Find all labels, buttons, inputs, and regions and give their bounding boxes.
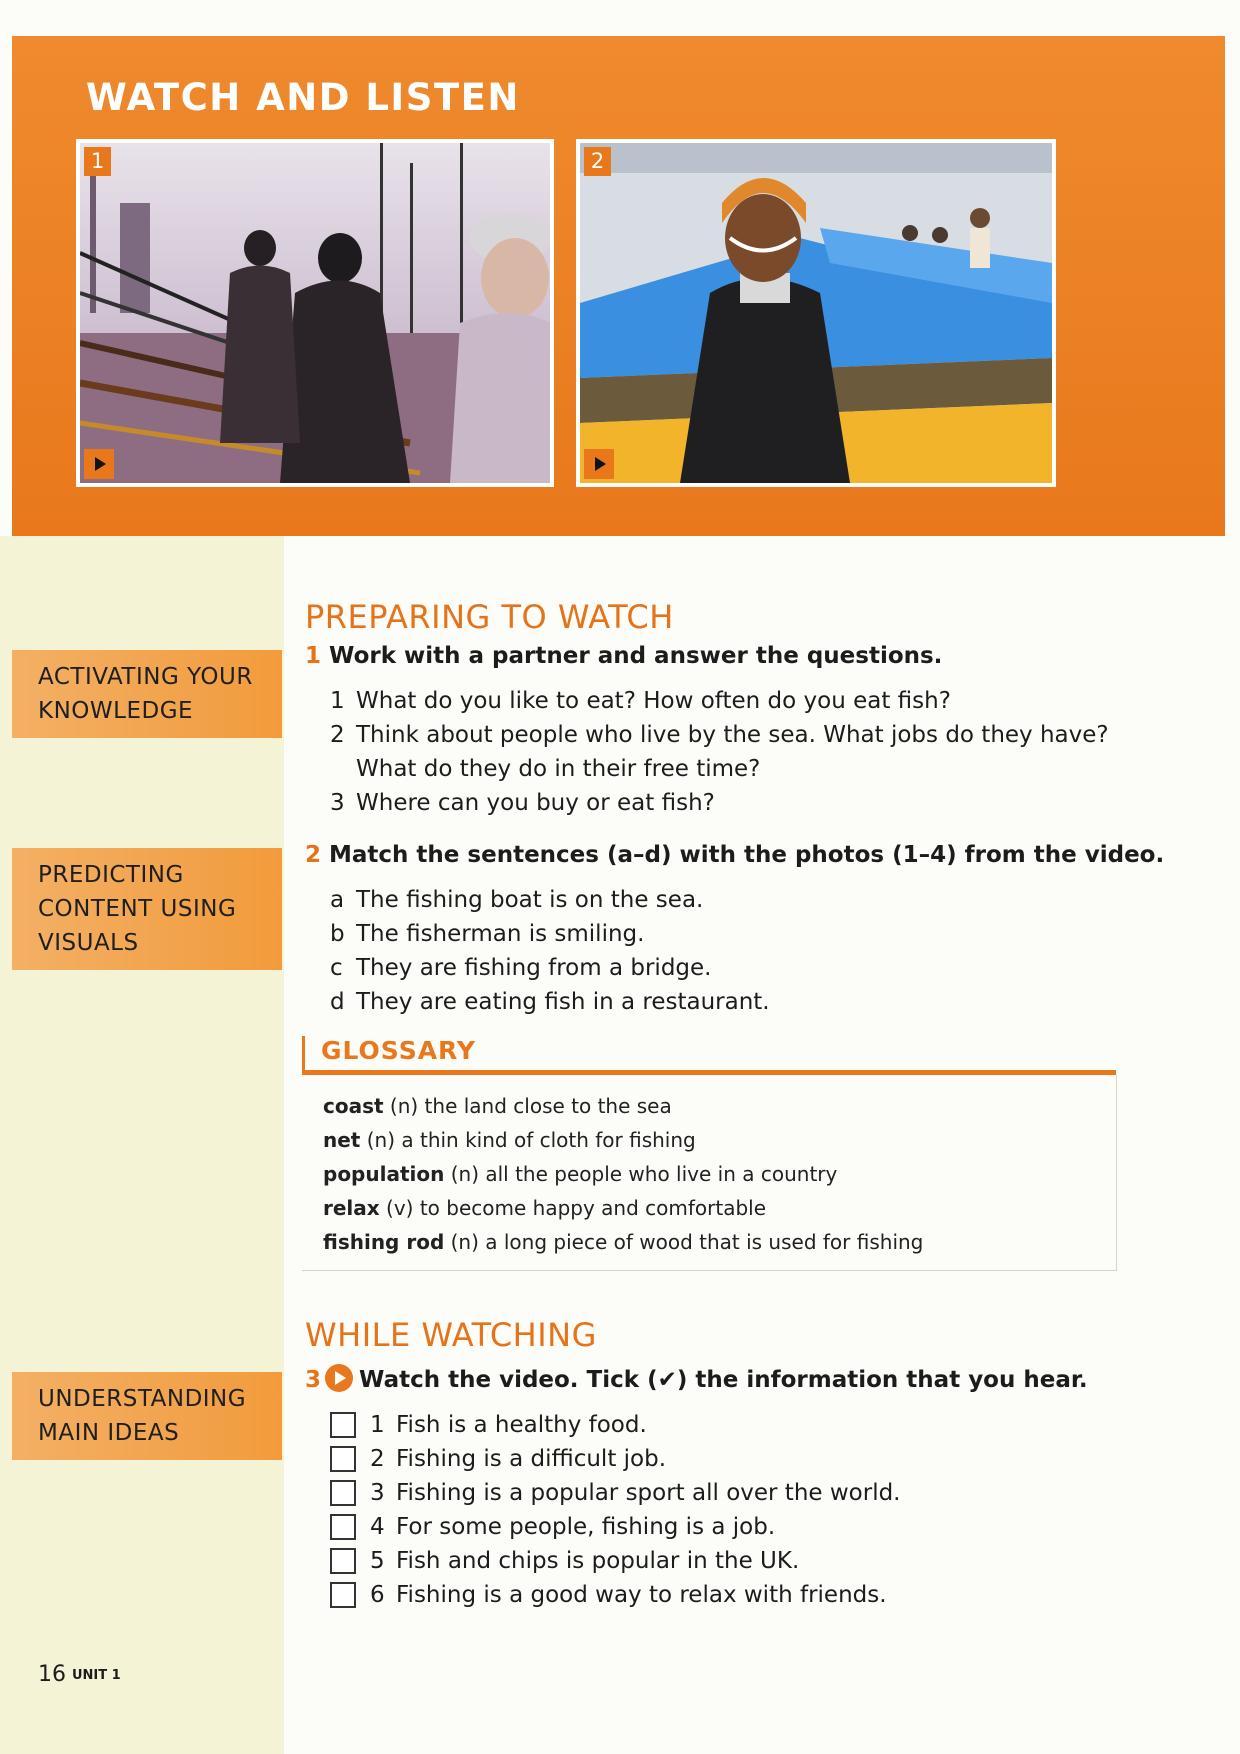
skill-tag-understanding-main-ideas	[12, 1372, 282, 1460]
photo-number-badge: 1	[84, 147, 111, 176]
item-label: 3	[370, 1480, 385, 1506]
item-text: What do you like to eat? How often do you eat fish?	[356, 688, 951, 714]
exercise-2-list	[330, 883, 770, 1019]
glossary-entry	[323, 1089, 923, 1123]
skill-tag-line: VISUALS	[38, 930, 139, 956]
preparing-heading: PREPARING TO WATCH	[305, 598, 674, 636]
photo-number-badge: 2	[584, 147, 611, 176]
glossary-term: coast	[323, 1094, 384, 1118]
list-item	[330, 917, 770, 951]
exercise-number: 3	[305, 1367, 322, 1393]
item-text: They are fishing from a bridge.	[356, 955, 712, 981]
glossary-entry	[323, 1225, 923, 1259]
glossary-term: net	[323, 1128, 361, 1152]
item-text: The fishing boat is on the sea.	[356, 887, 704, 913]
checklist-item	[330, 1510, 901, 1544]
glossary-definition: (n) a thin kind of cloth for fishing	[360, 1128, 696, 1152]
while-watching-heading: WHILE WATCHING	[305, 1316, 597, 1354]
item-label: a	[330, 887, 345, 913]
item-text: Fishing is a good way to relax with friends.	[396, 1582, 887, 1608]
skill-tag-line: ACTIVATING YOUR	[38, 664, 253, 690]
exercise-1-list	[330, 684, 1109, 820]
video-thumbnail-2[interactable]	[576, 139, 1056, 487]
video-play-icon[interactable]	[325, 1364, 353, 1392]
list-item	[330, 752, 1109, 786]
instruction-text: Match the sentences (a–d) with the photos (1–4) from the video.	[329, 842, 1165, 868]
glossary-marker	[302, 1036, 305, 1072]
glossary-definition: (n) all the people who live in a country	[444, 1162, 838, 1186]
checkbox[interactable]	[330, 1412, 356, 1438]
item-text: Fishing is a difficult job.	[396, 1446, 667, 1472]
skill-tag-line: MAIN IDEAS	[38, 1420, 180, 1446]
item-label: 2	[330, 722, 345, 748]
checklist-item	[330, 1578, 901, 1612]
item-text: Fish is a healthy food.	[396, 1412, 647, 1438]
glossary-entry	[323, 1157, 923, 1191]
item-label: 2	[370, 1446, 385, 1472]
item-label: 5	[370, 1548, 385, 1574]
item-label: c	[330, 955, 343, 981]
video-thumbnail-1[interactable]	[76, 139, 554, 487]
item-label: 4	[370, 1514, 385, 1540]
checklist-item	[330, 1442, 901, 1476]
skill-tag-activating-knowledge	[12, 650, 282, 738]
item-label: 6	[370, 1582, 385, 1608]
item-text: Think about people who live by the sea. What jobs do they have?	[356, 722, 1109, 748]
exercise-3-checklist	[330, 1408, 901, 1612]
item-text: The fisherman is smiling.	[356, 921, 645, 947]
skill-tag-line: CONTENT USING	[38, 896, 237, 922]
unit-label: UNIT 1	[72, 1668, 121, 1683]
photo-fishermen-bridge	[80, 143, 550, 483]
exercise-number: 1	[305, 643, 322, 669]
list-item	[330, 951, 770, 985]
item-text: Where can you buy or eat fish?	[356, 790, 715, 816]
list-item	[330, 985, 770, 1019]
glossary-entry	[323, 1123, 923, 1157]
glossary-term: population	[323, 1162, 445, 1186]
list-item	[330, 883, 770, 917]
skill-tag-line: KNOWLEDGE	[38, 698, 194, 724]
checkbox[interactable]	[330, 1548, 356, 1574]
page-footer	[38, 1662, 121, 1687]
exercise-number: 2	[305, 842, 322, 868]
item-text: They are eating fish in a restaurant.	[356, 989, 770, 1015]
exercise-2-instruction	[305, 842, 1164, 868]
glossary-definition: (n) a long piece of wood that is used for fishing	[444, 1230, 924, 1254]
item-text: Fish and chips is popular in the UK.	[396, 1548, 800, 1574]
item-text: What do they do in their free time?	[356, 756, 761, 782]
play-icon[interactable]	[84, 449, 114, 479]
item-label: 3	[330, 790, 345, 816]
exercise-3-instruction	[305, 1364, 1088, 1393]
checkbox[interactable]	[330, 1514, 356, 1540]
instruction-text: Watch the video. Tick (✔) the information that you hear.	[359, 1367, 1088, 1393]
list-item	[330, 786, 1109, 820]
checklist-item	[330, 1408, 901, 1442]
checkbox[interactable]	[330, 1446, 356, 1472]
checkbox[interactable]	[330, 1582, 356, 1608]
checkbox[interactable]	[330, 1480, 356, 1506]
glossary-term: relax	[323, 1196, 380, 1220]
item-label: b	[330, 921, 345, 947]
photo-smiling-fisherman	[580, 143, 1052, 483]
glossary-definition: (v) to become happy and comfortable	[379, 1196, 767, 1220]
item-text: Fishing is a popular sport all over the world.	[396, 1480, 901, 1506]
item-text: For some people, fishing is a job.	[396, 1514, 776, 1540]
skill-tag-predicting-content	[12, 848, 282, 970]
glossary-list	[323, 1089, 923, 1259]
glossary-title: GLOSSARY	[321, 1036, 477, 1065]
instruction-text: Work with a partner and answer the questions.	[329, 643, 943, 669]
checklist-item	[330, 1544, 901, 1578]
glossary-entry	[323, 1191, 923, 1225]
item-label: d	[330, 989, 345, 1015]
page-number: 16	[38, 1662, 66, 1687]
checklist-item	[330, 1476, 901, 1510]
item-label: 1	[370, 1412, 385, 1438]
list-item	[330, 718, 1109, 752]
list-item	[330, 684, 1109, 718]
exercise-1-instruction	[305, 643, 942, 669]
skill-tag-line: PREDICTING	[38, 862, 184, 888]
item-label: 1	[330, 688, 345, 714]
play-icon[interactable]	[584, 449, 614, 479]
glossary-definition: (n) the land close to the sea	[383, 1094, 672, 1118]
glossary-term: fishing rod	[323, 1230, 445, 1254]
section-title: WATCH AND LISTEN	[86, 76, 520, 119]
skill-tag-line: UNDERSTANDING	[38, 1386, 247, 1412]
